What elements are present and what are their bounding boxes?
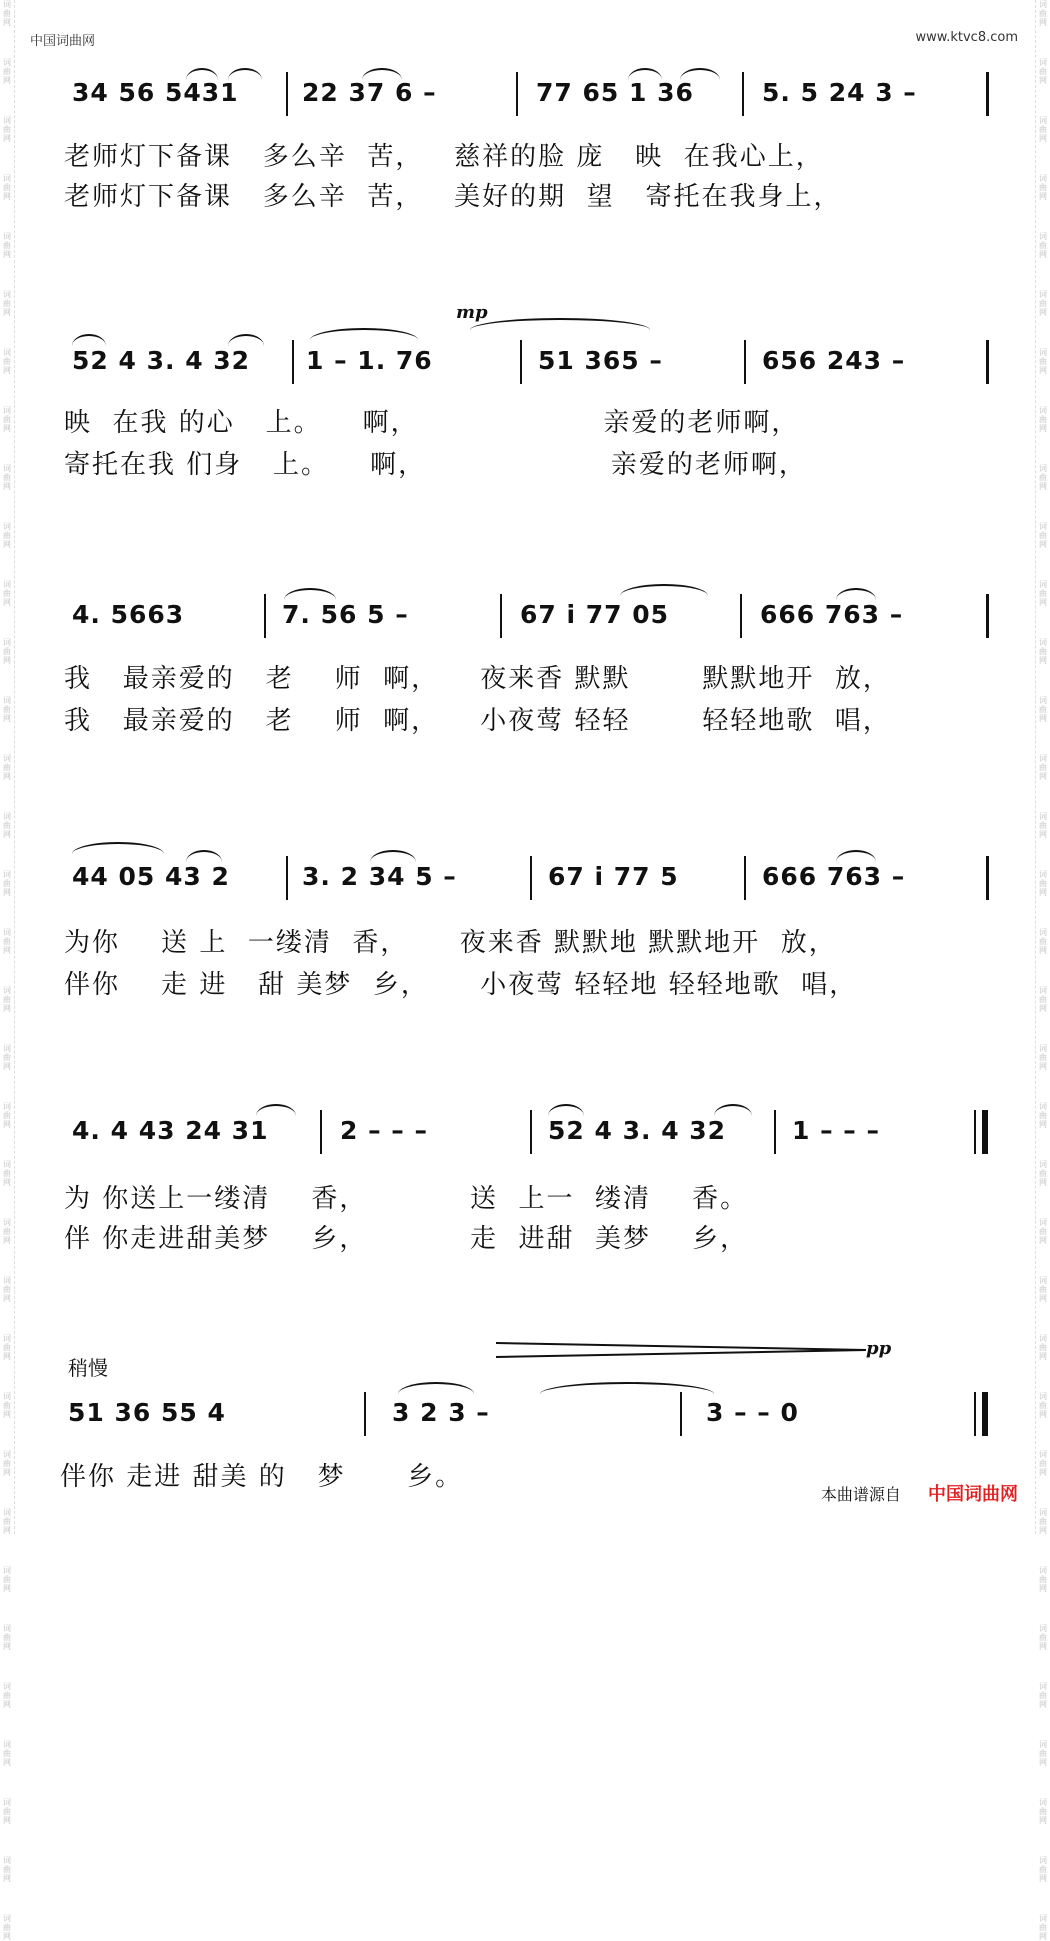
barline — [292, 340, 294, 384]
lyric-line: 伴 你走进甜美梦 乡， 走 进甜 美梦 乡， — [64, 1224, 749, 1254]
notes-row — [0, 1110, 1050, 1150]
side-watermark-text: 词曲网 — [3, 348, 11, 375]
barline — [286, 856, 288, 900]
side-watermark-text: 词曲网 — [3, 58, 11, 85]
barline — [742, 72, 744, 116]
side-watermark-text: 词曲网 — [1039, 1566, 1047, 1593]
slur — [186, 68, 218, 80]
barline — [530, 1110, 532, 1154]
side-watermark-text: 词曲网 — [3, 754, 11, 781]
side-watermark-text: 词曲网 — [1039, 1914, 1047, 1941]
measure: 52 4 3. 4 32 — [548, 1115, 727, 1145]
side-watermark-text: 词曲网 — [1039, 1624, 1047, 1651]
side-watermark-text: 词曲网 — [1039, 116, 1047, 143]
side-watermark-text: 词曲网 — [3, 1218, 11, 1245]
slur — [628, 68, 662, 80]
slur — [836, 588, 876, 600]
barline — [986, 856, 989, 900]
slur — [310, 328, 418, 340]
barline — [320, 1110, 322, 1154]
barline — [530, 856, 532, 900]
side-watermark-text: 词曲网 — [1039, 638, 1047, 665]
left-watermark-strip — [0, 0, 15, 1941]
lyric-line: 映 在我 的心 上。 啊， 亲爱的老师啊， — [64, 408, 800, 438]
lyric-line: 伴你 走 进 甜 美梦 乡， 小夜莺 轻轻地 轻轻地歌 唱， — [64, 970, 858, 1000]
slur — [398, 1382, 474, 1394]
side-watermark-text: 词曲网 — [3, 1566, 11, 1593]
lyric-line: 我 最亲爱的 老 师 啊， 夜来香 默默 默默地开 放， — [64, 664, 891, 694]
lyric-line: 为 你送上一缕清 香， 送 上一 缕清 香。 — [64, 1184, 749, 1214]
measure: 4. 4 43 24 31 — [72, 1115, 269, 1145]
notes-row — [0, 856, 1050, 896]
final-barline — [982, 1392, 988, 1436]
side-watermark-text: 词曲网 — [3, 1624, 11, 1651]
measure: 22 37 6 – — [302, 77, 437, 107]
slur — [714, 1104, 752, 1116]
measure: 52 4 3. 4 32 — [72, 345, 251, 375]
barline — [520, 340, 522, 384]
side-watermark-text: 词曲网 — [3, 1102, 11, 1129]
side-watermark-text: 词曲网 — [1039, 1450, 1047, 1477]
side-watermark-text: 词曲网 — [3, 522, 11, 549]
barline — [680, 1392, 682, 1436]
slur — [72, 334, 106, 346]
slur — [256, 1104, 296, 1116]
side-watermark-text: 词曲网 — [1039, 290, 1047, 317]
side-watermark-text: 词曲网 — [1039, 522, 1047, 549]
lyric-line: 老师灯下备课 多么辛 苦， 慈祥的脸 庞 映 在我心上， — [64, 142, 824, 172]
side-watermark-text: 词曲网 — [3, 1044, 11, 1071]
side-watermark-text: 词曲网 — [3, 580, 11, 607]
slur — [470, 318, 650, 330]
header-site-name: 中国词曲网 — [30, 34, 96, 49]
final-barline — [982, 1110, 988, 1154]
side-watermark-text: 词曲网 — [3, 870, 11, 897]
slur — [362, 68, 402, 80]
side-watermark-text: 词曲网 — [3, 174, 11, 201]
side-watermark-text: 词曲网 — [1039, 696, 1047, 723]
measure: 666 763 – — [760, 599, 904, 629]
side-watermark-text: 词曲网 — [1039, 812, 1047, 839]
dynamic-marking: mp — [456, 302, 488, 323]
slur — [228, 334, 264, 346]
side-watermark-text: 词曲网 — [1039, 1218, 1047, 1245]
side-watermark-text: 词曲网 — [1039, 1160, 1047, 1187]
side-watermark-text: 词曲网 — [1039, 580, 1047, 607]
side-watermark-text: 词曲网 — [3, 1276, 11, 1303]
side-watermark-text: 词曲网 — [3, 812, 11, 839]
measure: 3 – – 0 — [706, 1397, 799, 1427]
side-watermark-text: 词曲网 — [3, 696, 11, 723]
side-watermark-text: 词曲网 — [1039, 1682, 1047, 1709]
side-watermark-text: 词曲网 — [1039, 870, 1047, 897]
side-watermark-text: 词曲网 — [3, 986, 11, 1013]
slur — [186, 850, 222, 862]
slur — [284, 588, 336, 600]
slur — [548, 1104, 584, 1116]
header-site-url: www.ktvc8.com — [915, 30, 1018, 45]
lyric-line: 为你 送 上 一缕清 香， 夜来香 默默地 默默地开 放， — [64, 928, 837, 958]
side-watermark-text: 词曲网 — [3, 1682, 11, 1709]
side-watermark-text: 词曲网 — [3, 290, 11, 317]
side-watermark-text: 词曲网 — [1039, 1102, 1047, 1129]
side-watermark-text: 词曲网 — [1039, 986, 1047, 1013]
diminuendo-hairpin — [496, 1340, 876, 1360]
side-watermark-text: 词曲网 — [3, 1392, 11, 1419]
side-watermark-text: 词曲网 — [1039, 1276, 1047, 1303]
barline — [744, 856, 746, 900]
measure: 666 763 – — [762, 861, 906, 891]
measure: 3 2 3 – — [392, 1397, 490, 1427]
side-watermark-text: 词曲网 — [1039, 754, 1047, 781]
tempo-marking: 稍慢 — [68, 1356, 108, 1380]
notes-row — [0, 594, 1050, 634]
barline — [744, 340, 746, 384]
lyric-line: 老师灯下备课 多么辛 苦， 美好的期 望 寄托在我身上， — [64, 182, 842, 212]
side-watermark-text: 词曲网 — [1039, 1392, 1047, 1419]
lyric-line: 我 最亲爱的 老 师 啊， 小夜莺 轻轻 轻轻地歌 唱， — [64, 706, 891, 736]
measure: 77 65 1 36 — [536, 77, 694, 107]
side-watermark-text: 词曲网 — [3, 1740, 11, 1767]
slur — [620, 584, 708, 596]
lyric-line: 寄托在我 们身 上。 啊， 亲爱的老师啊， — [64, 450, 807, 480]
measure: 7. 56 5 – — [282, 599, 409, 629]
side-watermark-text: 词曲网 — [1039, 1508, 1047, 1535]
side-watermark-text: 词曲网 — [3, 638, 11, 665]
side-watermark-text: 词曲网 — [1039, 174, 1047, 201]
side-watermark-text: 词曲网 — [1039, 0, 1047, 27]
measure: 656 243 – — [762, 345, 906, 375]
side-watermark-text: 词曲网 — [3, 232, 11, 259]
side-watermark-text: 词曲网 — [3, 1160, 11, 1187]
footer-credit — [821, 1480, 1018, 1506]
side-watermark-text: 词曲网 — [1039, 1334, 1047, 1361]
barline — [364, 1392, 366, 1436]
side-watermark-text: 词曲网 — [3, 1798, 11, 1825]
lyric-line: 伴你 走进 甜美 的 梦 乡。 — [60, 1462, 464, 1492]
barline — [740, 594, 742, 638]
side-watermark-text: 词曲网 — [3, 1450, 11, 1477]
side-watermark-text: 词曲网 — [3, 1508, 11, 1535]
barline — [986, 594, 989, 638]
side-watermark-text: 词曲网 — [3, 406, 11, 433]
measure: 44 05 43 2 — [72, 861, 230, 891]
barline — [500, 594, 502, 638]
measure: 1 – 1. 76 — [306, 345, 433, 375]
footer-brand-link[interactable]: 中国词曲网 — [928, 1484, 1018, 1505]
measure: 51 36 55 4 — [68, 1397, 226, 1427]
side-watermark-text: 词曲网 — [1039, 1740, 1047, 1767]
side-watermark-text: 词曲网 — [3, 464, 11, 491]
barline — [986, 340, 989, 384]
repeat-barline — [974, 1110, 976, 1154]
footer-source-label: 本曲谱源自 — [820, 1485, 901, 1504]
measure: 1 – – – — [792, 1115, 881, 1145]
side-watermark-text: 词曲网 — [3, 928, 11, 955]
measure: 67 i 77 05 — [520, 599, 670, 629]
barline — [516, 72, 518, 116]
measure: 3. 2 34 5 – — [302, 861, 457, 891]
side-watermark-text: 词曲网 — [3, 116, 11, 143]
dynamic-marking: pp — [866, 1338, 892, 1359]
slur — [680, 68, 720, 80]
side-watermark-text: 词曲网 — [1039, 406, 1047, 433]
side-watermark-text: 词曲网 — [3, 1914, 11, 1941]
side-watermark-text: 词曲网 — [1039, 1044, 1047, 1071]
side-watermark-text: 词曲网 — [1039, 348, 1047, 375]
side-watermark-text: 词曲网 — [1039, 1798, 1047, 1825]
right-watermark-strip — [1035, 0, 1050, 1941]
side-watermark-text: 词曲网 — [1039, 1856, 1047, 1883]
slur — [836, 850, 876, 862]
slur — [72, 842, 164, 854]
side-watermark-text: 词曲网 — [3, 0, 11, 27]
barline — [286, 72, 288, 116]
side-watermark-text: 词曲网 — [1039, 464, 1047, 491]
side-watermark-text: 词曲网 — [3, 1856, 11, 1883]
barline — [264, 594, 266, 638]
measure: 34 56 5431 — [72, 77, 239, 107]
notes-row — [0, 340, 1050, 380]
measure: 2 – – – — [340, 1115, 429, 1145]
measure: 51 365 – — [538, 345, 663, 375]
side-watermark-text: 词曲网 — [3, 1334, 11, 1361]
barline — [974, 1392, 976, 1436]
side-watermark-text: 词曲网 — [1039, 928, 1047, 955]
barline — [774, 1110, 776, 1154]
measure: 67 i 77 5 — [548, 861, 679, 891]
slur — [228, 68, 262, 80]
barline — [986, 72, 989, 116]
notes-row — [0, 72, 1050, 112]
measure: 5. 5 24 3 – — [762, 77, 917, 107]
measure: 4. 5663 — [72, 599, 185, 629]
side-watermark-text: 词曲网 — [1039, 232, 1047, 259]
slur — [370, 850, 416, 862]
tie — [540, 1382, 714, 1394]
side-watermark-text: 词曲网 — [1039, 58, 1047, 85]
notes-row — [0, 1392, 1050, 1432]
